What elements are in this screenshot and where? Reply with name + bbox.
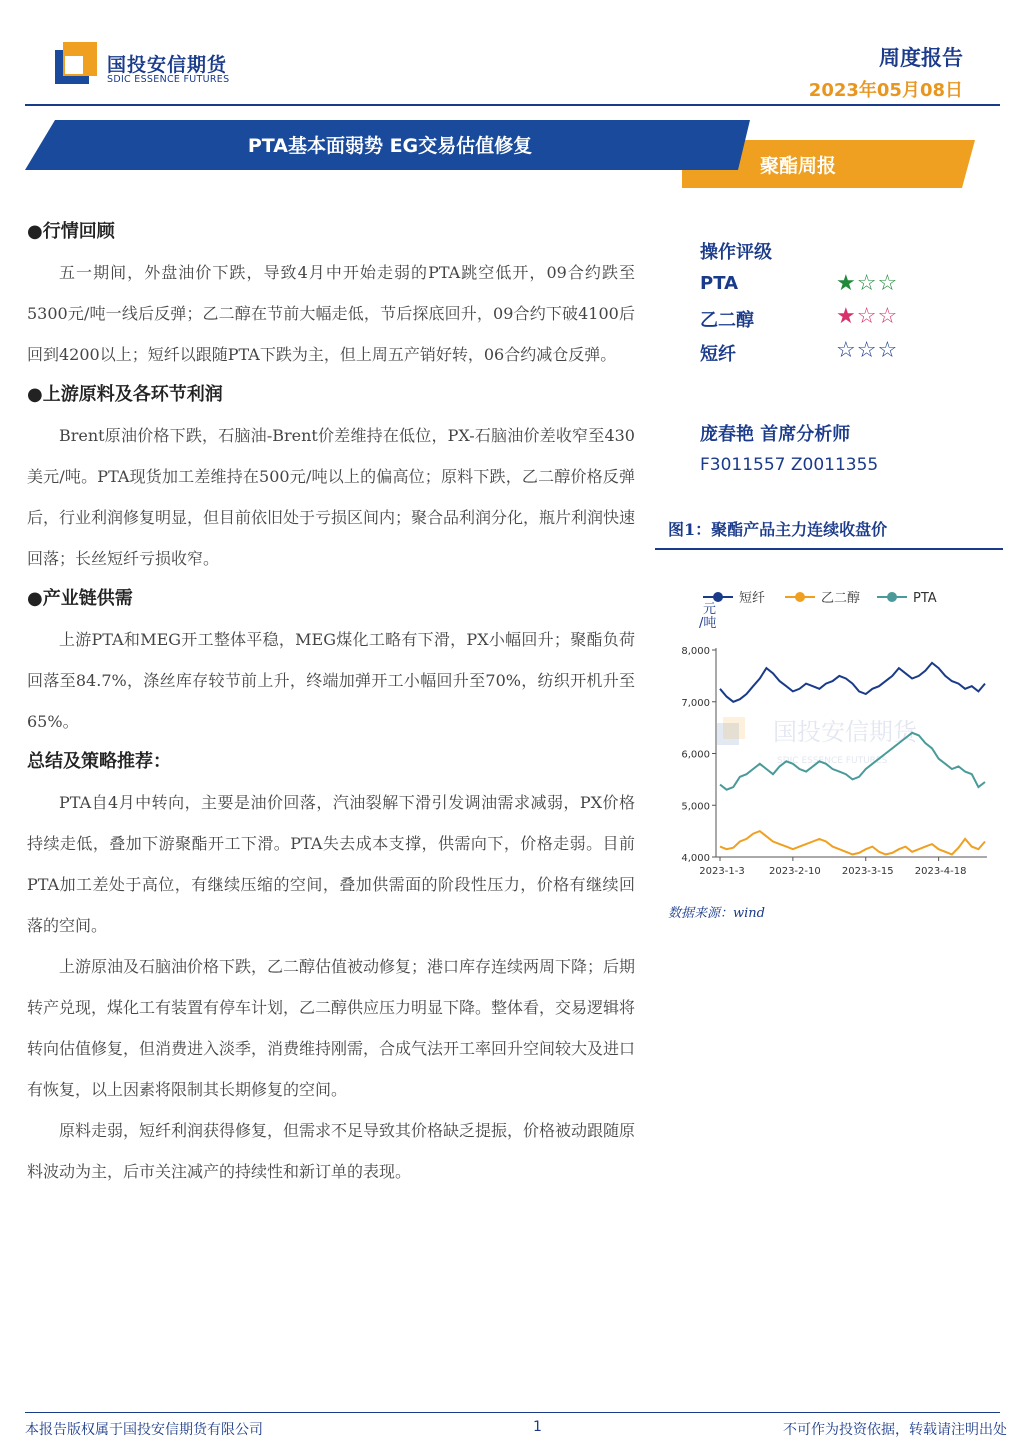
paragraph: Brent原油价格下跌，石脑油-Brent价差维持在低位，PX-石脑油价差收窄至430美元/吨。PTA现货加工差维持在500元/吨以上的偏高位；原料下跌，乙二醇价格反弹后，行业利润修复明显，但目前依旧处于亏损区间内；聚合品利润分化，瓶片利润快速回落；长丝短纤亏损收窄。 (27, 426, 636, 568)
rating-label: 乙二醇 (700, 310, 754, 331)
watermark-cn: 国投安信期货 (773, 718, 917, 746)
legend-marker-icon (795, 592, 805, 602)
paragraph: 上游PTA和MEG开工整体平稳，MEG煤化工略有下滑，PX小幅回升；聚酯负荷回落至84.7%，涤丝库存较节前上升，终端加弹开工小幅回升至70%，纺织开机升至65%。 (27, 630, 635, 731)
y-tick-label: 5,000 (681, 801, 710, 813)
y-tick-label: 4,000 (681, 853, 710, 864)
legend-marker-icon (887, 592, 897, 602)
report-title: PTA基本面弱势 EG交易估值修复 (247, 135, 533, 157)
analyst-license-ids: F3011557 Z0011355 (700, 455, 879, 475)
x-tick-label: 2023-4-18 (914, 866, 967, 877)
star-rating-icon: ☆☆☆ (836, 338, 899, 363)
section-supply-demand (27, 579, 635, 742)
paragraph: 五一期间，外盘油价下跌，导致4月中开始走弱的PTA跳空低开，09合约跌至5300元/吨一线后反弹；乙二醇在节前大幅走低，节后探底回升，09合约下破4100后回到4200以上；短纤以跟随PTA下跌为主，但上周五产销好转，06合约减仓反弹。 (27, 263, 635, 364)
section-market-review (27, 212, 635, 375)
report-date: 2023年05月08日 (808, 80, 963, 101)
x-tick-label: 2023-1-3 (699, 866, 745, 877)
company-name-cn: 国投安信期货 (107, 54, 228, 76)
section-summary-strategy (27, 742, 635, 1192)
x-tick-label: 2023-3-15 (841, 866, 894, 877)
company-name-en: SDIC ESSENCE FUTURES (107, 74, 230, 85)
section-heading: ●上游原料及各环节利润 (27, 384, 223, 405)
series-line (720, 663, 985, 702)
figure-divider (655, 548, 1003, 550)
rating-row-pta (700, 273, 910, 303)
rating-title: 操作评级 (700, 242, 772, 263)
rating-row-psf (700, 340, 910, 370)
star-rating-icon: ★☆☆ (836, 271, 899, 296)
watermark-en: SDIC ESSENCE FUTURES (777, 756, 888, 766)
section-heading: 总结及策略推荐： (27, 751, 171, 772)
data-source: 数据来源：wind (668, 906, 765, 921)
header-divider (25, 104, 1000, 106)
paragraph: 上游原油及石脑油价格下跌，乙二醇估值被动修复；港口库存连续两周下降；后期转产兑现，煤化工有装置有停车计划，乙二醇供应压力明显下降。整体看，交易逻辑将转向估值修复，但消费进入淡季，消费维持刚需，合成气法开工率回升空间较大及进口有恢复，以上因素将限制其长期修复的空间。 (27, 957, 636, 1099)
star-rating-icon: ★☆☆ (836, 304, 899, 329)
rating-label: PTA (700, 273, 739, 294)
rating-label: 短纤 (700, 344, 736, 365)
y-tick-label: 6,000 (681, 749, 710, 761)
price-line-chart (655, 575, 1003, 885)
page-number: 1 (533, 1419, 542, 1435)
analyst-name: 庞春艳 首席分析师 (700, 424, 851, 445)
figure-title: 图1：聚酯产品主力连续收盘价 (668, 520, 888, 539)
y-tick-label: 7,000 (681, 697, 710, 709)
disclaimer: 不可作为投资依据，转载请注明出处 (783, 1422, 1007, 1438)
y-tick-label: 8,000 (681, 646, 710, 657)
footer-divider (25, 1412, 1000, 1413)
copyright-notice: 本报告版权属于国投安信期货有限公司 (25, 1422, 263, 1438)
y-axis-label: 元/吨 (699, 602, 717, 631)
watermark (717, 717, 919, 766)
section-heading: ●行情回顾 (27, 221, 115, 242)
paragraph: 原料走弱，短纤利润获得修复，但需求不足导致其价格缺乏提振，价格被动跟随原料波动为主，后市关注减产的持续性和新订单的表现。 (27, 1121, 636, 1181)
paragraph: PTA自4月中转向，主要是油价回落，汽油裂解下滑引发调油需求减弱，PX价格持续走低，叠加下游聚酯开工下滑。PTA失去成本支撑，供需向下，价格走弱。目前PTA加工差处于高位，有继续压缩的空间，叠加供需面的阶段性压力，价格有继续回落的空间。 (27, 793, 635, 935)
section-heading: ●产业链供需 (27, 588, 133, 609)
legend-label: PTA (913, 591, 937, 606)
chart-legend (703, 590, 937, 606)
x-tick-label: 2023-2-10 (768, 866, 821, 877)
legend-label: 乙二醇 (821, 591, 861, 606)
legend-label: 短纤 (739, 591, 766, 606)
section-upstream-profit (27, 375, 635, 579)
company-logo-icon (55, 42, 97, 84)
rating-row-meg (700, 306, 910, 336)
report-category-tag: 聚酯周报 (760, 155, 837, 177)
report-type: 周度报告 (879, 46, 963, 70)
legend-marker-icon (713, 592, 723, 602)
report-body (27, 212, 635, 1192)
series-line (720, 831, 985, 854)
